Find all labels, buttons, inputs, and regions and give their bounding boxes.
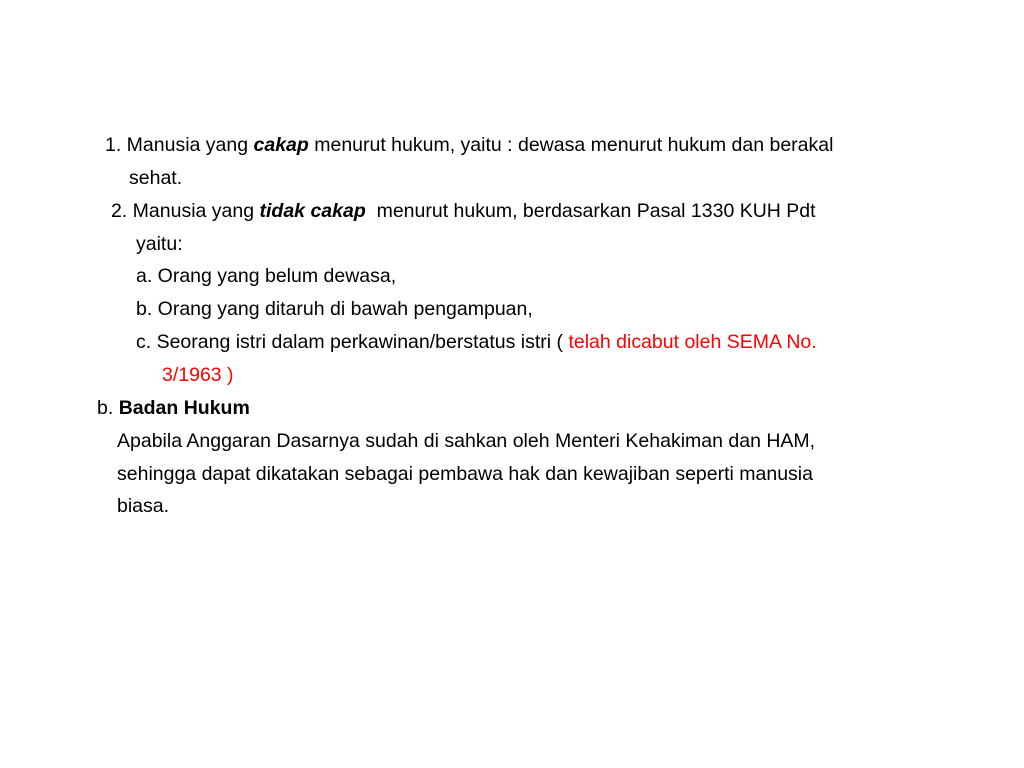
sub-item-b: b. Orang yang ditaruh di bawah pengampuan, [136,298,533,320]
sub-item-c-red-continuation: 3/1963 ) [162,364,234,386]
paragraph-line-2: sehingga dapat dikatakan sebagai pembawa hak dan kewajiban seperti manusia [117,463,813,485]
sub-item-a: a. Orang yang belum dewasa, [136,265,397,287]
item-2-rest: menurut hukum, berdasarkan Pasal 1330 KUH Pdt [365,200,816,222]
paragraph-line-3: biasa. [117,495,170,517]
item-2-emphasis: tidak cakap [259,200,366,222]
item-2-line [111,199,816,223]
paragraph-line-1: Apabila Anggaran Dasarnya sudah di sahkan oleh Menteri Kehakiman dan HAM, [117,430,816,452]
sub-item-c-red-note: telah dicabut oleh SEMA No. [568,331,817,353]
item-2-continuation: yaitu: [136,233,183,255]
sub-item-c-text: c. Seorang istri dalam perkawinan/berstatus istri ( [136,331,569,353]
section-b-title: Badan Hukum [118,397,250,419]
section-b-heading [97,396,250,420]
item-2-prefix: 2. Manusia yang [111,200,260,222]
item-1-rest: menurut hukum, yaitu : dewasa menurut hukum dan berakal [308,134,834,156]
item-1-continuation: sehat. [129,167,183,189]
item-1-emphasis: cakap [253,134,309,156]
section-b-prefix: b. [97,397,119,419]
item-1-prefix: 1. Manusia yang [105,134,254,156]
item-1-line [105,133,833,157]
sub-item-c [136,330,817,354]
